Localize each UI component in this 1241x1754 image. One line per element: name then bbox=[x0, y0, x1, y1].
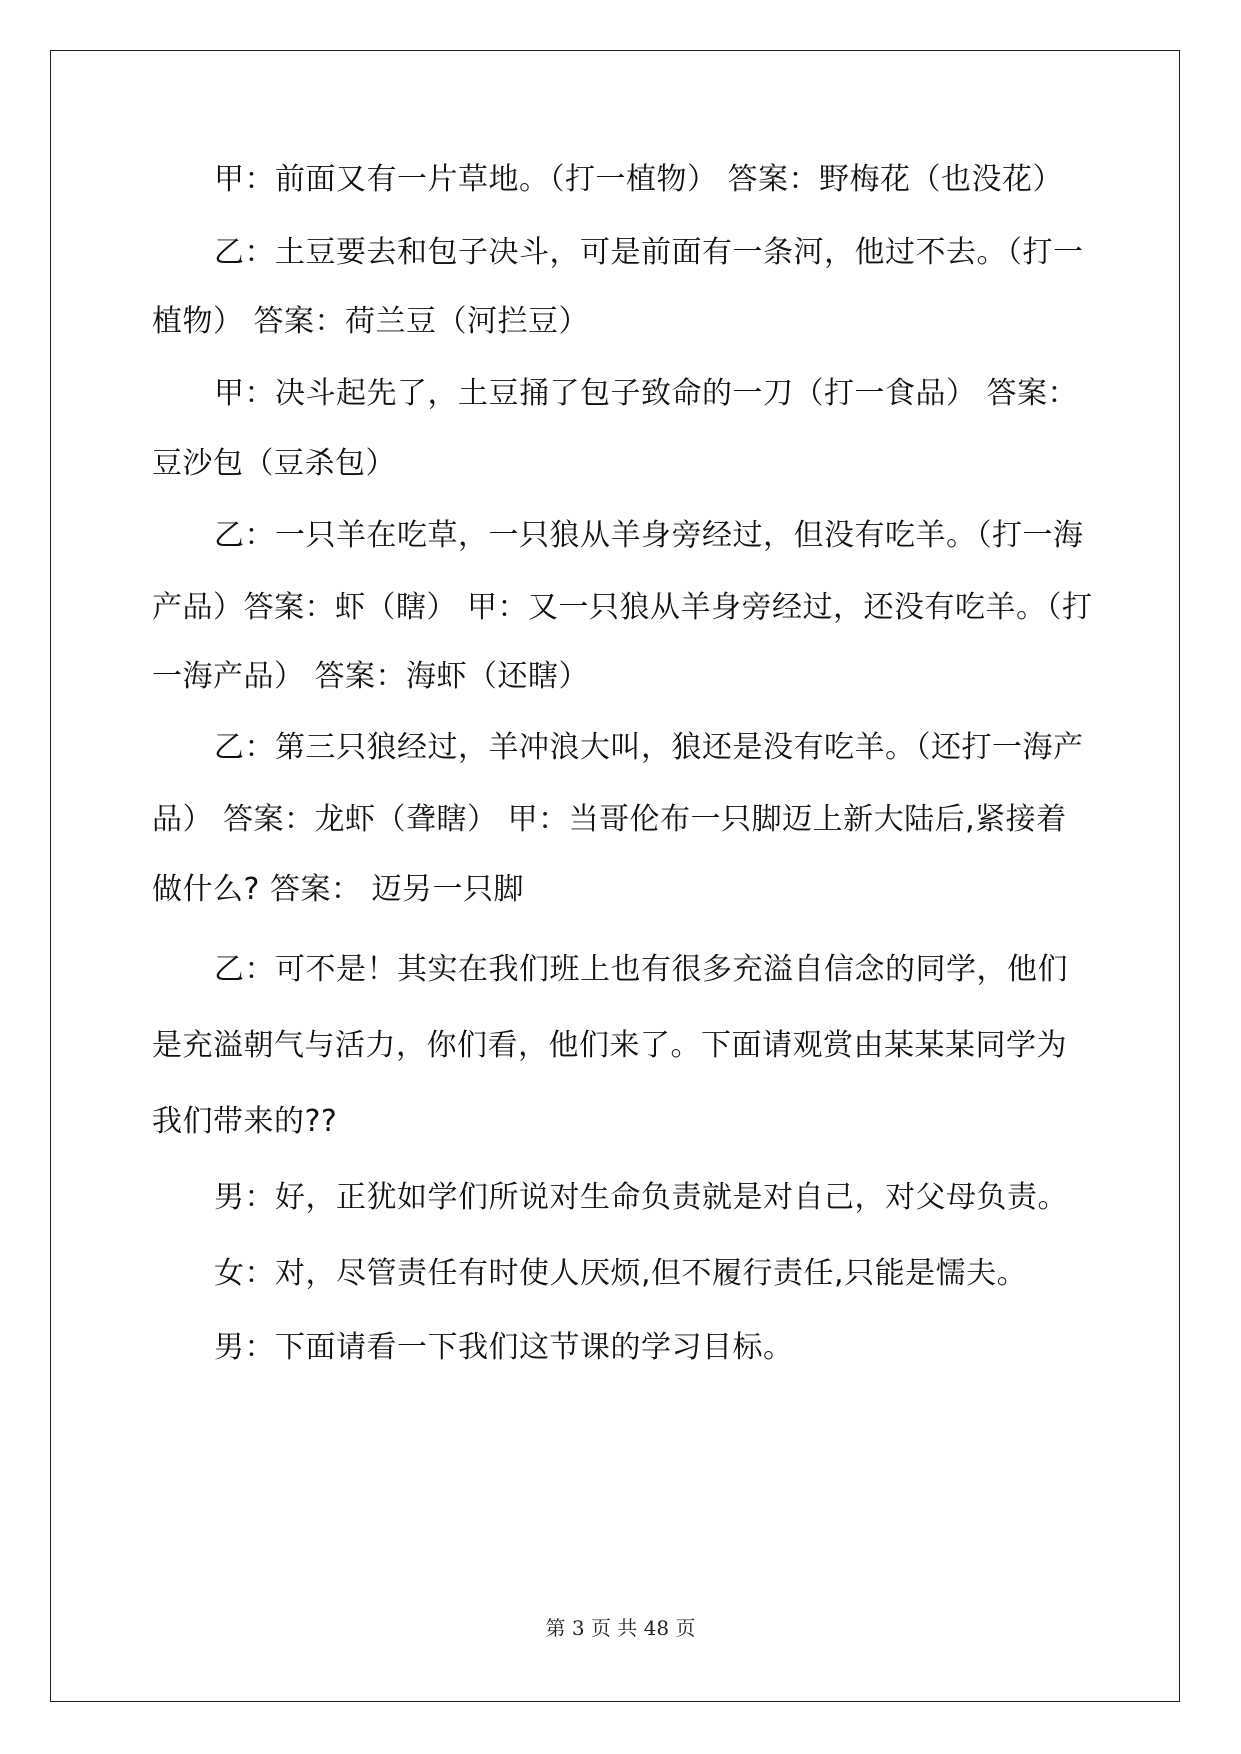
paragraph-line: 男：下面请看一下我们这节课的学习目标。 bbox=[214, 1330, 794, 1365]
paragraph-line: 女：对，尽管责任有时使人厌烦,但不履行责任,只能是懦夫。 bbox=[214, 1256, 1028, 1291]
paragraph-line: 乙：可不是！其实在我们班上也有很多充溢自信念的同学，他们 bbox=[214, 952, 1068, 987]
paragraph-line: 品） 答案：龙虾（聋瞎） 甲：当哥伦布一只脚迈上新大陆后,紧接着 bbox=[152, 802, 1067, 837]
paragraph-line: 乙：第三只狼经过，羊冲浪大叫，狼还是没有吃羊。（还打一海产 bbox=[214, 730, 1084, 765]
paragraph-line: 乙：土豆要去和包子决斗，可是前面有一条河，他过不去。（打一 bbox=[214, 235, 1084, 270]
paragraph-line: 我们带来的?? bbox=[152, 1104, 338, 1139]
paragraph-line: 乙：一只羊在吃草，一只狼从羊身旁经过，但没有吃羊。（打一海 bbox=[214, 518, 1084, 553]
paragraph-line: 一海产品） 答案：海虾（还瞎） bbox=[152, 659, 590, 694]
paragraph-line: 甲：前面又有一片草地。（打一植物） 答案：野梅花（也没花） bbox=[214, 162, 1064, 197]
paragraph-line: 豆沙包（豆杀包） bbox=[152, 446, 396, 481]
paragraph-line: 是充溢朝气与活力，你们看，他们来了。下面请观赏由某某某同学为 bbox=[152, 1028, 1067, 1063]
page-number-footer: 第 3 页 共 48 页 bbox=[545, 1616, 696, 1640]
paragraph-line: 做什么? 答案： 迈另一只脚 bbox=[152, 872, 524, 907]
paragraph-line: 植物） 答案：荷兰豆（河拦豆） bbox=[152, 304, 590, 339]
paragraph-line: 男：好，正犹如学们所说对生命负责就是对自己，对父母负责。 bbox=[214, 1180, 1068, 1215]
paragraph-line: 产品）答案：虾（瞎） 甲：又一只狼从羊身旁经过，还没有吃羊。（打 bbox=[152, 590, 1093, 625]
paragraph-line: 甲：决斗起先了，土豆捅了包子致命的一刀（打一食品） 答案： bbox=[214, 376, 1079, 411]
